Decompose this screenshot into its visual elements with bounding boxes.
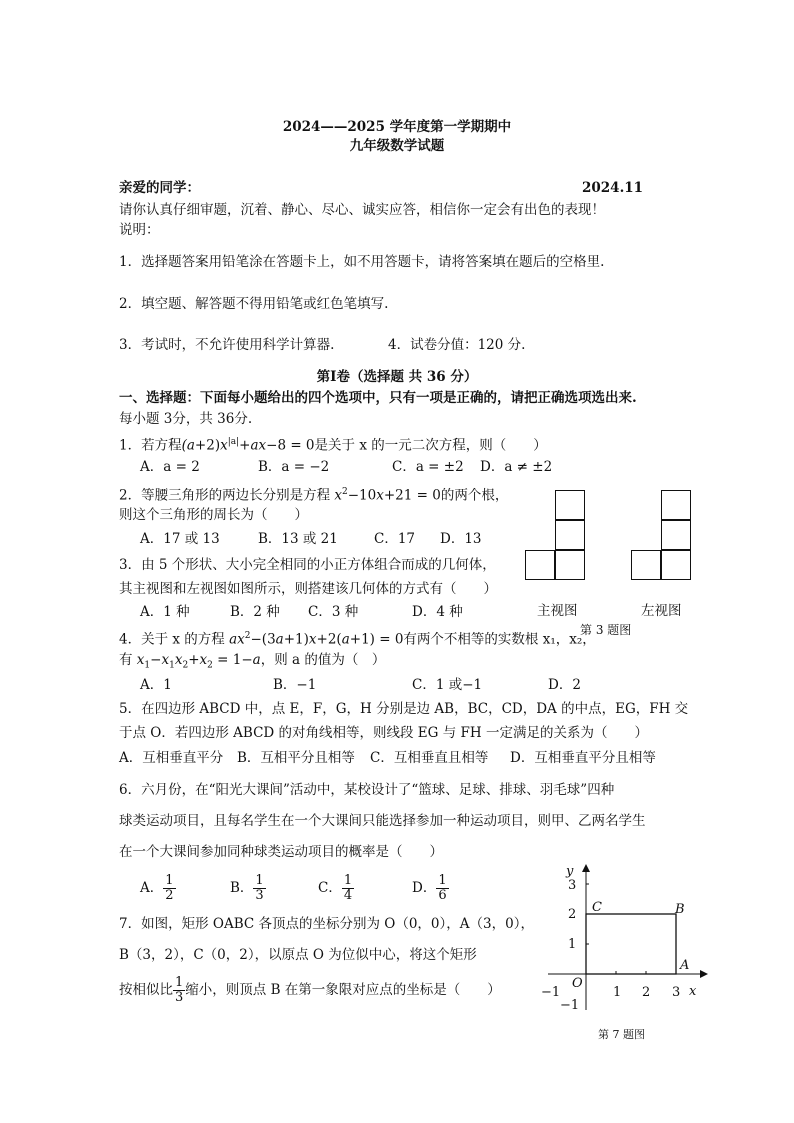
- exam-date: 2024.11: [582, 180, 644, 196]
- section-score-note: 每小题 3分，共 36分.: [119, 411, 253, 427]
- axis-y-label: y: [566, 864, 574, 879]
- q6-d-num: 1: [438, 873, 447, 888]
- q6-option-d: [412, 870, 449, 906]
- point-c-label: C: [592, 900, 602, 915]
- main-view-square: [555, 550, 585, 580]
- q4-line2-post: ，则 a 的值为（ ）: [260, 652, 386, 668]
- exam-title: 2024——2025 学年度第一学期期中: [282, 119, 512, 135]
- left-view-square: [661, 520, 691, 550]
- rectangle-oabc: [586, 914, 676, 974]
- q1-pre: 1．若方程: [119, 437, 182, 454]
- q6-a-den: 2: [165, 888, 174, 903]
- note-3: 3．考试时，不允许使用科学计算器.: [119, 337, 335, 353]
- y-tick-label: 1: [568, 937, 577, 952]
- q4-pre: 4．关于 x 的方程: [119, 631, 225, 648]
- q6-b-den: 3: [255, 888, 264, 903]
- note-2: 2．填空题、解答题不得用铅笔或红色笔填写.: [119, 296, 389, 312]
- note-4: 4．试卷分值：120 分.: [388, 337, 526, 353]
- q6-option-b: [230, 870, 266, 906]
- x-tick-label: 2: [642, 985, 651, 1000]
- notes-label: 说明：: [119, 222, 160, 238]
- q6-a-num: 1: [165, 873, 174, 888]
- point-a-label: A: [680, 958, 690, 973]
- q2-option-d: D．13: [440, 531, 482, 547]
- question-7-line3: [119, 972, 501, 1008]
- q2-pre: 2．等腰三角形的两边长分别是方程: [119, 487, 331, 504]
- main-view-square: [525, 550, 555, 580]
- question-5-line1: 5．在四边形 ABCD 中，点 E，F，G，H 分别是边 AB，BC，CD，DA 的中点，EG，FH 交: [119, 701, 689, 717]
- q4-option-d: D．2: [548, 677, 581, 693]
- q6-c-label: C．: [318, 880, 342, 896]
- q7-ratio-den: 3: [175, 990, 184, 1005]
- q7-pre: 按相似比: [119, 982, 173, 998]
- q6-option-c: [318, 870, 354, 906]
- q2-post: 的两个根，: [440, 487, 509, 504]
- q4-line2-pre: 有: [119, 652, 133, 668]
- q1-post: 是关于 x 的一元二次方程，则（ ）: [314, 437, 547, 454]
- q5-option-c: C．互相垂直且相等: [370, 750, 489, 766]
- axis-x-label: x: [689, 984, 697, 999]
- main-view-square: [555, 520, 585, 550]
- question-6-line1: 6．六月份，在“阳光大课间”活动中，某校设计了“篮球、足球、排球、羽毛球”四种: [119, 782, 615, 798]
- x-axis-arrow-icon: [700, 970, 708, 978]
- q6-b-fraction: [253, 874, 265, 903]
- question-2-line2: 则这个三角形的周长为（ ）: [119, 507, 308, 523]
- encourage-text: 请你认真仔细审题，沉着、静心、尽心、诚实应答，相信你一定会有出色的表现！: [119, 202, 605, 218]
- q6-b-num: 1: [255, 873, 264, 888]
- x-tick-label: 3: [672, 985, 681, 1000]
- q6-c-num: 1: [343, 873, 353, 888]
- q1-option-d: D．a ≠ ±2: [480, 459, 553, 475]
- y-axis-arrow-icon: [582, 864, 590, 872]
- x-tick-label: 1: [613, 985, 622, 1000]
- left-view-square: [661, 490, 691, 520]
- q6-d-label: D．: [412, 880, 437, 896]
- question-6-line2: 球类运动项目，且每名学生在一个大课间只能选择参加一种运动项目，则甲、乙两名学生: [119, 813, 646, 829]
- q1-option-a: A．a = 2: [140, 459, 200, 475]
- q3-option-d: D．4 种: [412, 604, 463, 620]
- q6-c-den: 4: [343, 888, 353, 903]
- q4-option-b: B．−1: [273, 677, 317, 693]
- note-1: 1．选择题答案用铅笔涂在答题卡上，如不用答题卡，请将答案填在题后的空格里.: [119, 254, 605, 270]
- origin-label: O: [572, 976, 583, 991]
- q6-d-fraction: [436, 874, 448, 903]
- left-view-square: [661, 550, 691, 580]
- y-tick-label: 2: [568, 907, 577, 922]
- q2-option-c: C．17: [374, 531, 416, 547]
- q7-ratio-num: 1: [175, 975, 184, 990]
- question-1-stem: 1．若方程$(a+2)x^{|a|}+ax-8 = 0$是关于 x 的一元二次方程，则（ ）: [119, 437, 547, 454]
- fig7-label: 第 7 题图: [598, 1028, 645, 1041]
- q5-option-a: A．互相垂直平分: [119, 750, 224, 766]
- fig3-label: 第 3 题图: [580, 623, 632, 637]
- q1-option-b: B．a = −2: [258, 459, 330, 475]
- q7-coordinate-figure: [540, 862, 710, 1012]
- question-5-line2: 于点 O．若四边形 ABCD 的对角线相等，则线段 EG 与 FH 一定满足的关系为（ ）: [119, 725, 648, 741]
- left-view-label: 左视图: [641, 603, 682, 619]
- y-tick-label: 3: [568, 878, 577, 893]
- q4-option-a: A．1: [140, 677, 172, 693]
- section-heading: 第Ⅰ卷（选择题 共 36 分）: [316, 369, 478, 385]
- q6-b-label: B．: [230, 880, 254, 896]
- question-7-line1: 7．如图，矩形 OABC 各顶点的坐标分别为 O（0，0），A（3，0），: [119, 916, 534, 932]
- q4-post: 有两个不相等的实数根 x₁，x₂，: [403, 631, 596, 648]
- q6-d-den: 6: [438, 888, 447, 903]
- question-4-line2: 有 $x_1-x_1x_2+x_2 = 1-a$，则 a 的值为（ ）: [119, 652, 386, 671]
- q5-option-b: B．互相平分且相等: [237, 750, 355, 766]
- greeting: 亲爱的同学：: [119, 180, 200, 196]
- q2-option-b: B．13 或 21: [258, 531, 338, 547]
- q1-option-c: C．a = ±2: [392, 459, 464, 475]
- main-view-square: [555, 490, 585, 520]
- question-3-line1: 3．由 5 个形状、大小完全相同的小正方体组合而成的几何体，: [119, 557, 496, 573]
- question-2-stem: 2．等腰三角形的两边长分别是方程 $x^2-10x+21 = 0$的两个根，: [119, 487, 509, 504]
- main-view-label: 主视图: [537, 603, 578, 619]
- q4-option-c: C．1 或−1: [412, 677, 483, 693]
- section-instructions: 一、选择题：下面每小题给出的四个选项中，只有一项是正确的，请把正确选项选出来.: [119, 390, 637, 406]
- q7-post: 缩小，则顶点 B 在第一象限对应点的坐标是（ ）: [185, 982, 501, 998]
- q5-option-d: D．互相垂直平分且相等: [510, 750, 656, 766]
- q6-c-fraction: [342, 874, 354, 903]
- q3-option-c: C．3 种: [308, 604, 359, 620]
- question-4-line1: 4．关于 x 的方程 $ax^2-(3a+1)x+2(a+1) = 0$有两个不相等的实数根 x₁，x₂，: [119, 631, 596, 648]
- point-b-label: B: [675, 902, 685, 917]
- q2-option-a: A．17 或 13: [140, 531, 220, 547]
- question-7-line2: B（3，2），C（0，2），以原点 O 为位似中心，将这个矩形: [119, 947, 477, 963]
- left-view-square: [631, 550, 661, 580]
- exam-subtitle: 九年级数学试题: [349, 138, 445, 154]
- question-3-line2: 其主视图和左视图如图所示，则搭建该几何体的方式有（ ）: [119, 581, 497, 597]
- q3-option-b: B．2 种: [230, 604, 280, 620]
- q3-option-a: A．1 种: [140, 604, 190, 620]
- q6-option-a: [140, 870, 176, 906]
- question-6-line3: 在一个大课间参加同种球类运动项目的概率是（ ）: [119, 844, 443, 860]
- q6-a-label: A．: [140, 880, 164, 896]
- y-tick-label: −1: [560, 998, 580, 1013]
- q6-a-fraction: [163, 874, 175, 903]
- q7-ratio-fraction: [173, 976, 185, 1005]
- x-tick-label: −1: [541, 985, 561, 1000]
